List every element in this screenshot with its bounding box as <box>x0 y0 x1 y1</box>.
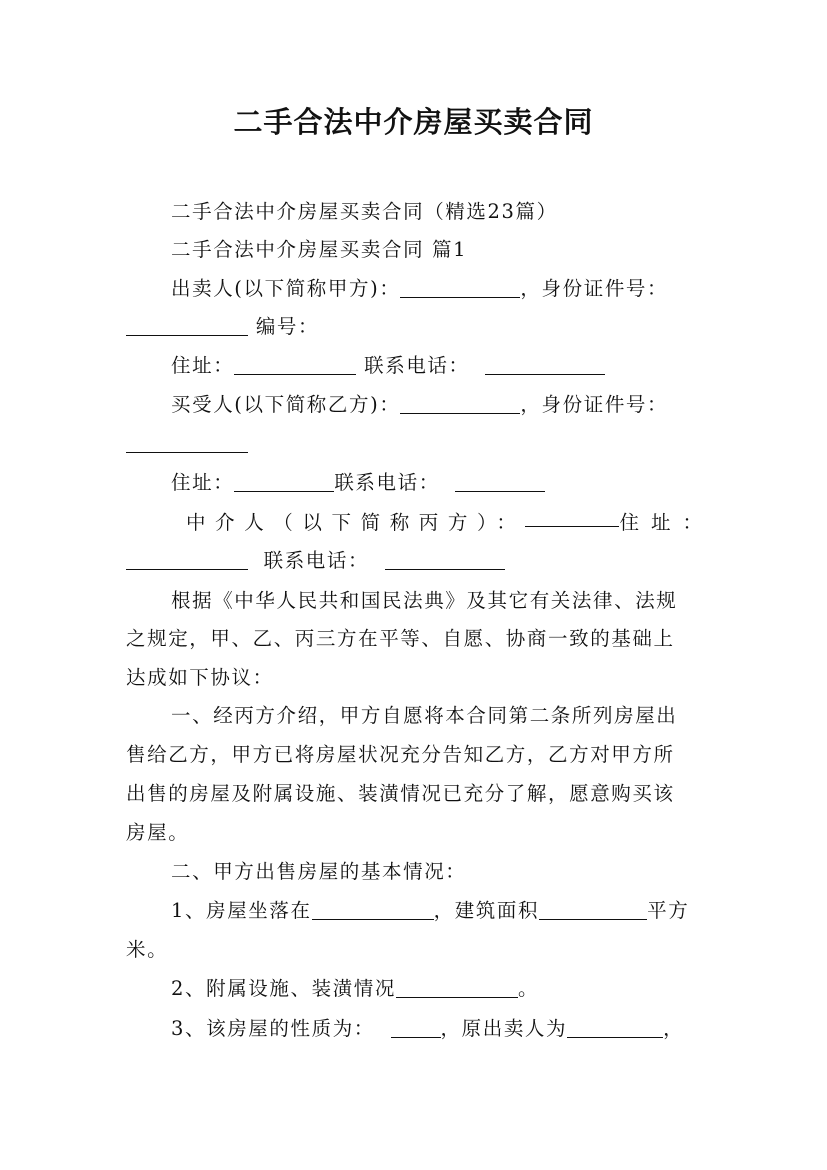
item3-nature-label: 3、该房屋的性质为： <box>171 1017 375 1040</box>
buyer-id-blank <box>126 430 248 453</box>
item1-line <box>171 892 689 930</box>
agent-name-blank <box>525 504 619 527</box>
seller-id-blank <box>126 313 248 336</box>
seller-name-blank <box>400 275 520 298</box>
serial-label: 编号： <box>255 315 320 338</box>
buyer-id-line <box>126 425 248 463</box>
seller-address-label: 住址： <box>171 354 235 377</box>
basis-line-1: 根据《中华人民共和国民法典》及其它有关法律、法规 <box>171 589 678 612</box>
buyer-address-line <box>171 464 545 502</box>
subtitle: 二手合法中介房屋买卖合同（精选23篇） <box>171 200 558 223</box>
clause1-line-4: 房屋。 <box>126 821 190 844</box>
item1-location-blank <box>312 897 434 920</box>
seller-id-line <box>126 308 319 346</box>
item3-line <box>171 1010 684 1048</box>
item2-label: 2、附属设施、装潢情况 <box>171 977 397 1000</box>
buyer-phone-label: 联系电话： <box>334 471 440 494</box>
buyer-address-label: 住址： <box>171 471 235 494</box>
seller-line <box>171 270 668 308</box>
buyer-label: 买受人(以下简称乙方)： <box>171 393 401 416</box>
item2-line <box>171 970 539 1008</box>
item2-end: 。 <box>518 977 540 1000</box>
item1-area-blank <box>539 897 647 920</box>
part-heading: 二手合法中介房屋买卖合同 篇1 <box>171 238 468 261</box>
seller-id-label: ，身份证件号： <box>520 277 669 300</box>
agent-line <box>186 504 714 542</box>
item3-seller-blank <box>567 1015 663 1038</box>
agent-label: 中介人（以下简称丙方）： <box>186 511 526 534</box>
basis-line-3: 达成如下协议： <box>126 666 274 689</box>
item1-unit-part1: 平方 <box>647 899 690 922</box>
document-title: 二手合法中介房屋买卖合同 <box>233 105 594 139</box>
item3-end: ， <box>663 1017 685 1040</box>
seller-phone-blank <box>485 352 605 375</box>
seller-label: 出卖人(以下简称甲方)： <box>171 277 401 300</box>
item3-seller-label: ，原出卖人为 <box>440 1017 568 1040</box>
buyer-phone-blank <box>455 469 545 492</box>
clause1-line-3: 出售的房屋及附属设施、装潢情况已充分了解，愿意购买该 <box>126 782 675 805</box>
seller-phone-label: 联系电话： <box>364 354 470 377</box>
clause1-line-2: 售给乙方，甲方已将房屋状况充分告知乙方，乙方对甲方所 <box>126 743 675 766</box>
agent-address-label: 住址： <box>619 511 714 534</box>
agent-phone-blank <box>385 547 505 570</box>
item3-nature-blank <box>391 1015 441 1038</box>
buyer-line <box>171 386 668 424</box>
agent-address-line <box>126 542 505 580</box>
item1-location-label: 1、房屋坐落在 <box>171 899 312 922</box>
buyer-id-label: ，身份证件号： <box>520 393 669 416</box>
item1-area-label: ，建筑面积 <box>433 899 540 922</box>
seller-address-blank <box>234 352 356 375</box>
agent-address-blank <box>126 547 248 570</box>
item1-unit-line: 米。 <box>126 938 169 961</box>
clause2-heading: 二、甲方出售房屋的基本情况： <box>171 860 467 883</box>
buyer-name-blank <box>400 391 520 414</box>
basis-line-2: 之规定，甲、乙、丙三方在平等、自愿、协商一致的基础上 <box>126 627 675 650</box>
item2-blank <box>396 975 518 998</box>
seller-address-line <box>171 347 605 385</box>
agent-phone-label: 联系电话： <box>263 549 370 572</box>
clause1-line-1: 一、经丙方介绍，甲方自愿将本合同第二条所列房屋出 <box>171 704 678 727</box>
buyer-address-blank <box>234 469 334 492</box>
